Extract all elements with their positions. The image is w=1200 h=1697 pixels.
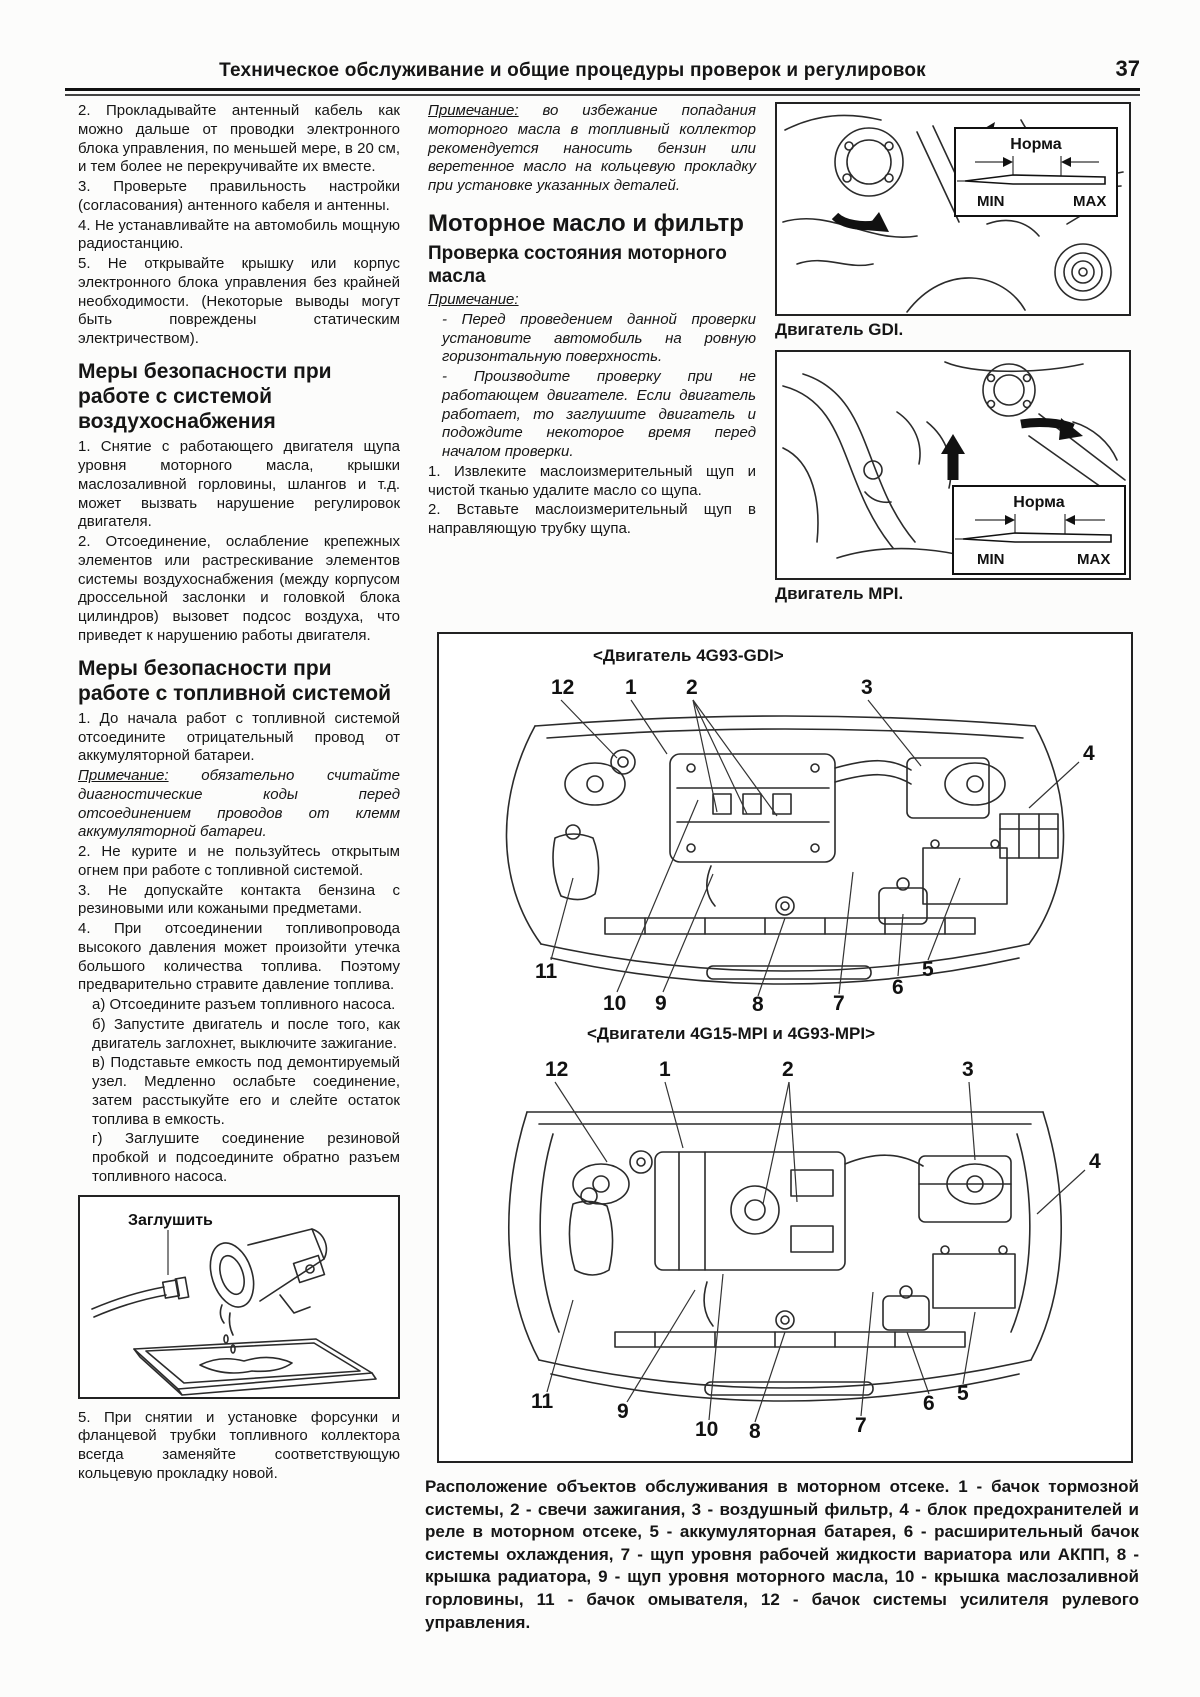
paragraph-air1: 1. Снятие с работающего двигателя щупа уровня моторного масла, крышки маслозаливной горловины, шлангов и т.д. может вызвать нарушение регулировок двигателя.	[78, 438, 400, 531]
note-check-conditions-2: - Производите проверку при не работающем двигателе. Если двигатель работает, то заглушите двигатель и подождите некоторое время перед началом проверки.	[442, 368, 756, 461]
max-label: MAX	[1077, 551, 1111, 568]
left-column	[78, 102, 400, 1484]
middle-column	[428, 102, 756, 539]
paragraph-step1: 1. Извлеките маслоизмерительный щуп и чистой тканью удалите масло со щупа.	[428, 462, 756, 499]
callout-10: 10	[695, 1418, 719, 1441]
callout-9: 9	[655, 992, 667, 1011]
gdi-engine-figure	[775, 102, 1131, 316]
note-label: Примечание:	[428, 291, 519, 309]
fuel-drips	[220, 1305, 235, 1353]
heading-air-system-safety: Меры безопасности при работе с системой воздухоснабжения	[78, 359, 332, 434]
note-diagnostic-codes	[78, 767, 400, 842]
paragraph-injector-oring: 5. При снятии и установке форсунки и фланцевой трубки топливного коллектора всегда заменяйте соответствующую кольцевую прокладку новой.	[78, 1408, 400, 1482]
min-label: MIN	[977, 193, 1005, 210]
diagram1-label: <Двигатель 4G93-GDI>	[593, 646, 784, 665]
right-column	[775, 102, 1131, 614]
mpi-bay-callout-numbers	[531, 1058, 1101, 1442]
paragraph-step2: 2. Вставьте маслоизмерительный щуп в направляющую трубку щупа.	[428, 501, 756, 538]
callout-7: 7	[833, 992, 845, 1011]
callout-8: 8	[749, 1420, 761, 1442]
plugged-hose-drawing	[92, 1277, 189, 1317]
header-rule	[65, 88, 1140, 96]
paragraph-fuel4a: а) Отсоедините разъем топливного насоса.	[92, 996, 396, 1014]
paragraph-fuel4: 4. При отсоединении топливопровода высокого давления может произойти утечка большого количества топлива. Поэтому предварительно стравите давление топлива.	[78, 920, 400, 994]
note-label: Примечание:	[428, 102, 519, 119]
mpi-engine-figure	[775, 350, 1131, 580]
page-header	[65, 56, 1140, 82]
callout-2: 2	[782, 1058, 794, 1081]
gdi-bay-car-outline	[506, 716, 1063, 984]
paragraph-fuel4c: в) Подставьте емкость под демонтируемый узел. Медленно ослабьте соединение, затем расстыкуйте его и слейте остаток топлива в емкость.	[92, 1054, 400, 1128]
page-number: 37	[1115, 56, 1140, 81]
fuel-filter-drain-illustration	[80, 1197, 398, 1397]
callout-5: 5	[957, 1382, 969, 1405]
diagram2-label: <Двигатели 4G15-MPI и 4G93-MPI>	[587, 1024, 875, 1043]
callout-6: 6	[923, 1392, 935, 1415]
norma-label: Норма	[1013, 494, 1065, 511]
note-text: во избежание попадания моторного масла в топливный коллектор рекомендуется наносить бензин или веретенное масло на кольцевую прокладку при установке указанных деталей.	[428, 102, 756, 194]
note-check-conditions-1: - Перед проведением данной проверки установите автомобиль на ровную горизонтальную поверхность.	[442, 310, 756, 366]
min-label: MIN	[977, 551, 1005, 568]
paragraph-ecu-cover: 5. Не открывайте крышку или корпус электронного блока управления без крайней необходимости. (Некоторые выводы могут быть повреждены статическим электричеством).	[78, 255, 400, 347]
paragraph-fuel2: 2. Не курите и не пользуйтесь открытым огнем при работе с топливной системой.	[78, 843, 400, 879]
paragraph-antenna-tuning: 3. Проверьте правильность настройки (согласования) антенного кабеля и антенны.	[78, 178, 400, 214]
callout-3: 3	[861, 676, 873, 699]
fuel-filter-drain-figure	[78, 1195, 400, 1399]
fuel-filter-drawing	[203, 1229, 327, 1313]
callout-7: 7	[855, 1414, 867, 1437]
norma-label: Норма	[1010, 136, 1062, 153]
gdi-dipstick-inset	[955, 128, 1117, 216]
note-check-conditions-label	[428, 291, 756, 310]
callout-10: 10	[603, 992, 627, 1011]
callout-12: 12	[545, 1058, 569, 1081]
gdi-bay-components	[553, 750, 1058, 934]
gdi-engine-bay-diagram	[455, 666, 1115, 1011]
heading-fuel-system-safety: Меры безопасности при работе с топливной системой	[78, 656, 391, 705]
callout-3: 3	[962, 1058, 974, 1081]
callout-11: 11	[531, 1390, 554, 1413]
paragraph-air2: 2. Отсоединение, ослабление крепежных элементов или растрескивание элементов системы воздухоснабжения (между корпусом дроссельной заслонки и головкой блока цилиндров) вызовет подсос воздуха, что приведет к нарушению работы двигателя.	[78, 533, 400, 644]
paragraph-fuel3: 3. Не допускайте контакта бензина с резиновыми или кожаными предметами.	[78, 881, 400, 918]
callout-5: 5	[922, 958, 934, 981]
drip-pan-drawing	[134, 1339, 376, 1395]
paragraph-fuel4b: б) Запустите двигатель и после того, как двигатель заглохнет, выключите зажигание.	[92, 1015, 400, 1052]
callout-8: 8	[752, 993, 764, 1011]
callout-12: 12	[551, 676, 575, 699]
note-oil-on-oring	[428, 102, 756, 196]
mpi-figure-caption: Двигатель MPI.	[775, 584, 904, 603]
callout-2: 2	[686, 676, 698, 699]
engine-bay-legend: Расположение объектов обслуживания в моторном отсеке. 1 - бачок тормозной системы, 2 - свечи зажигания, 3 - воздушный фильтр, 4 - блок предохранителей и реле в моторном отсеке, 5 - аккумуляторная батарея, 6 - расширительный бачок системы охлаждения, 7 - щуп уровня рабочей жидкости вариатора или АКПП, 8 - крышка радиатора, 9 - щуп уровня моторного масла, 10 - крышка маслозаливной горловины, 11 - бачок омывателя, 12 - бачок системы усилителя рулевого управления.	[425, 1477, 1139, 1632]
paragraph-fuel4d: г) Заглушите соединение резиновой пробкой и подсоедините обратно разъем топливного насоса.	[92, 1130, 400, 1185]
callout-9: 9	[617, 1400, 629, 1423]
note-text: обязательно считайте диагностические коды перед отсоединением проводов от клемм аккумуляторной батареи.	[78, 767, 400, 841]
note-label: Примечание:	[78, 767, 169, 785]
callout-1: 1	[625, 676, 637, 699]
mpi-rotation-arrows	[941, 418, 1083, 480]
paragraph-radio-station: 4. Не устанавливайте на автомобиль мощную радиостанцию.	[78, 216, 400, 253]
page-title: Техническое обслуживание и общие процедуры проверок и регулировок	[219, 60, 926, 81]
max-label: MAX	[1073, 193, 1107, 210]
mpi-bay-components	[569, 1151, 1015, 1347]
mpi-engine-bay-diagram	[455, 1044, 1115, 1442]
gdi-figure-caption: Двигатель GDI.	[775, 320, 904, 339]
mpi-dipstick-inset	[953, 486, 1125, 574]
heading-engine-oil-filter: Моторное масло и фильтр	[428, 209, 744, 237]
mpi-engine-illustration	[777, 352, 1129, 578]
callout-4: 4	[1089, 1150, 1101, 1173]
callout-11: 11	[535, 960, 558, 983]
engine-bay-diagrams-box	[437, 632, 1133, 1463]
callout-6: 6	[892, 976, 904, 999]
paragraph-antenna-routing: 2. Прокладывайте антенный кабель как можно дальше от проводки электронного блока управления, по меньшей мере, в 20 см, и тем более не перекручивайте их вместе.	[78, 102, 400, 176]
callout-4: 4	[1083, 742, 1095, 765]
callout-1: 1	[659, 1058, 671, 1081]
heading-oil-check: Проверка состояния моторного масла	[428, 243, 727, 287]
plug-label: Заглушить	[128, 1211, 213, 1229]
paragraph-fuel1: 1. До начала работ с топливной системой отсоедините отрицательный провод от аккумуляторной батареи.	[78, 709, 400, 765]
gdi-engine-illustration	[777, 104, 1129, 314]
